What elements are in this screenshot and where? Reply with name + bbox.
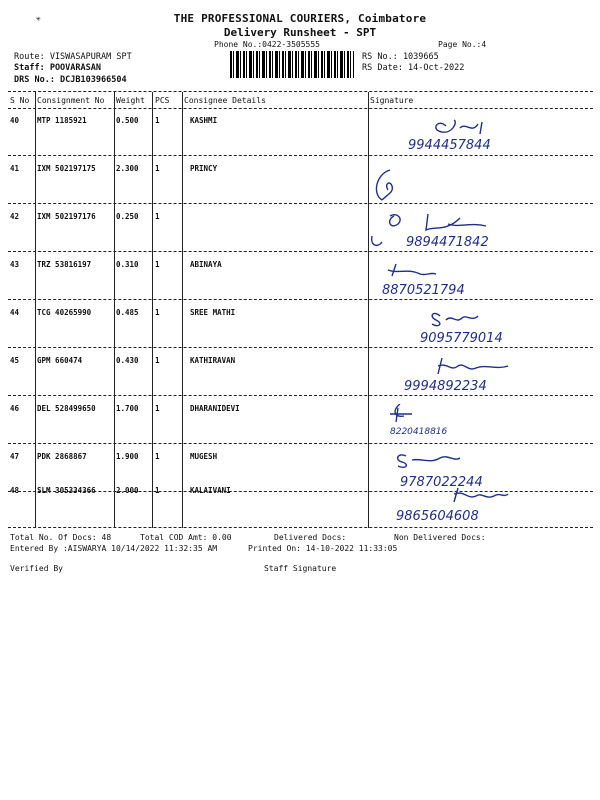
col-header-pcs: PCS [155,96,170,105]
table-row [0,400,600,448]
cell-weight: 0.430 [116,356,139,365]
col-header-sno: S No [10,96,30,105]
cell-consignment: PDK 2868867 [37,452,87,461]
signature-scribble [368,404,588,442]
sig-phone-text: 8870521794 [382,283,465,298]
cell-consignment: TCG 40265990 [37,308,92,317]
runsheet-subtitle: Delivery Runsheet - SPT [223,26,377,39]
cell-consignment: GPM 660474 [37,356,83,365]
route-label: Route: VISWASAPURAM SPT [14,52,132,62]
signature-scribble [368,212,588,250]
cell-weight: 1.900 [116,452,139,461]
row-rule [8,443,593,444]
cell-consignee: ABINAYA [190,260,222,269]
row-rule [8,155,593,156]
cell-consignment: SLM 305334366 [37,486,96,495]
cell-consignee: SREE MATHI [190,308,236,317]
signature-scribble [368,164,588,202]
cell-consignment: MTP 1185921 [37,116,87,125]
total-docs: Total No. Of Docs: 48 [10,533,112,542]
cell-sno: 42 [10,212,20,221]
cell-sno: 43 [10,260,20,269]
phone-number: Phone No.:0422-3505555 [214,40,320,49]
verified-by: Verified By [10,564,63,573]
cell-pcs: 1 [155,308,160,317]
cell-pcs: 1 [155,164,160,173]
cell-weight: 0.310 [116,260,139,269]
cell-pcs: 1 [155,260,160,269]
table-header-rule [8,108,593,109]
rs-date: RS Date: 14-Oct-2022 [362,63,465,73]
cell-weight: 2.300 [116,164,139,173]
printed-on: Printed On: 14-10-2022 11:33:05 [248,544,398,553]
cell-sno: 40 [10,116,20,125]
cell-pcs: 1 [155,486,160,495]
cell-consignment: TRZ 53816197 [37,260,92,269]
cell-pcs: 1 [155,116,160,125]
page-number: Page No.:4 [438,40,487,49]
cell-consignee: KASHMI [190,116,218,125]
cell-weight: 0.500 [116,116,139,125]
cell-consignee: PRINCY [190,164,218,173]
staff-signature-label: Staff Signature [264,564,337,573]
drs-number: DRS No.: DCJB103966504 [14,75,127,85]
non-delivered-docs: Non Delivered Docs: [394,533,486,542]
cell-pcs: 1 [155,212,160,221]
sig-phone-text: 9994892234 [404,379,487,394]
sig-phone-text: 9894471842 [406,235,489,250]
signature-scribble [368,356,588,394]
cell-sno: 41 [10,164,20,173]
table-row [0,482,600,530]
cell-consignment: DEL 528499650 [37,404,96,413]
table-row [0,304,600,352]
signature-scribble [368,260,588,298]
cell-consignee: KATHIRAVAN [190,356,236,365]
rs-number: RS No.: 1039665 [362,52,439,62]
sig-phone-text: 9095779014 [420,331,503,346]
row-rule [8,251,593,252]
cell-consignee: KALAIVANI [190,486,231,495]
cell-consignee: MUGESH [190,452,218,461]
cell-weight: 0.485 [116,308,139,317]
delivered-docs: Delivered Docs: [274,533,347,542]
table-row [0,352,600,400]
barcode-image [230,51,354,78]
cell-consignment: IXM 502197175 [37,164,96,173]
cell-sno: 46 [10,404,20,413]
cell-sno: 44 [10,308,20,317]
cell-sno: 45 [10,356,20,365]
signature-scribble [368,116,588,154]
cell-consignment: IXM 502197176 [37,212,96,221]
col-header-consignee: Consignee Details [184,96,266,105]
table-row [0,112,600,160]
signature-scribble [368,486,588,524]
table-top-rule [8,91,593,92]
cell-sno: 47 [10,452,20,461]
col-header-signature: Signature [370,96,414,105]
table-row [0,160,600,208]
col-header-weight: Weight [116,96,145,105]
row-rule [8,299,593,300]
table-bottom-rule [8,527,593,528]
total-cod: Total COD Amt: 0.00 [140,533,232,542]
sig-phone-text: 9787022244 [400,475,483,490]
sig-phone-text: 9865604608 [396,509,479,524]
row-rule [8,203,593,204]
sig-phone-text: 8220418816 [390,427,448,437]
row-rule [8,395,593,396]
entered-by: Entered By :AISWARYA 10/14/2022 11:32:35 AM [10,544,218,553]
staff-label: Staff: POOVARASAN [14,63,101,73]
stray-mark: ✳ [36,14,41,23]
table-row [0,208,600,256]
col-header-consignment: Consignment No [37,96,105,105]
cell-pcs: 1 [155,452,160,461]
sig-phone-text: 9944457844 [408,138,491,153]
company-title: THE PROFESSIONAL COURIERS, Coimbatore [173,12,427,25]
cell-weight: 2.000 [116,486,139,495]
signature-scribble [368,308,588,346]
cell-pcs: 1 [155,356,160,365]
cell-pcs: 1 [155,404,160,413]
table-row [0,256,600,304]
cell-weight: 0.250 [116,212,139,221]
cell-weight: 1.700 [116,404,139,413]
row-rule [8,347,593,348]
cell-sno: 48 [10,486,20,495]
cell-consignee: DHARANIDEVI [190,404,240,413]
